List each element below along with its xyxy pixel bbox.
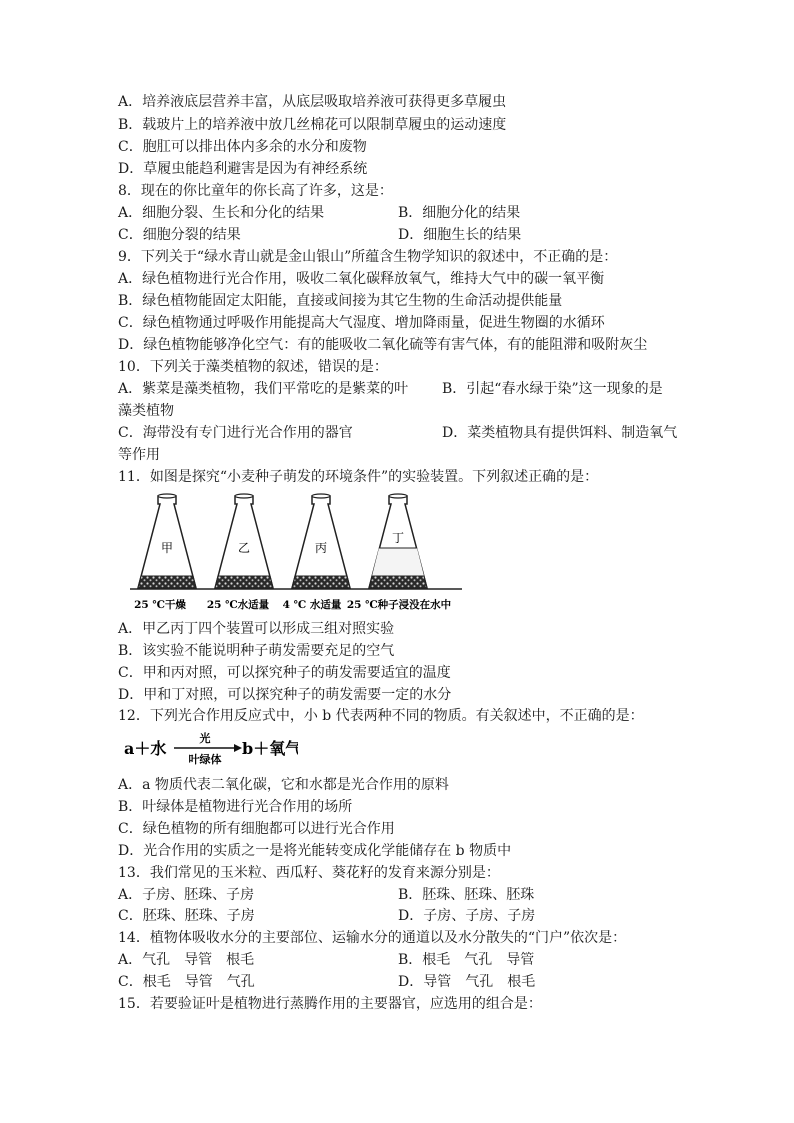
q14-option-c: C．根毛 导管 气孔: [118, 974, 255, 990]
flask-bing-label: 丙: [314, 541, 328, 555]
q10-stem: 10．下列关于藻类植物的叙述，错误的是：: [118, 359, 388, 375]
equation-reactants: a＋水: [124, 739, 167, 758]
q11-option-c: C．甲和丙对照，可以探究种子的萌发需要适宜的温度: [118, 665, 451, 681]
flask-apparatus-diagram: [128, 492, 468, 620]
flask-yi-label: 乙: [237, 541, 251, 555]
q13-option-c: C．胚珠、胚珠、子房: [118, 908, 255, 924]
q13-option-a: A．子房、胚珠、子房: [118, 887, 255, 903]
q8-stem: 8．现在的你比童年的你长高了许多，这是：: [118, 183, 393, 199]
q10-option-d: D．菜类植物具有提供饵料、制造氧气: [442, 425, 678, 441]
q7-option-a: A．培养液底层营养丰富，从底层吸取培养液可获得更多草履虫: [118, 94, 507, 110]
q14-stem: 14．植物体吸收水分的主要部位、运输水分的通道以及水分散失的“门户”依次是：: [118, 930, 627, 946]
flask-ding-caption: 25 ℃种子浸没在水中: [346, 599, 452, 611]
q11-option-a: A．甲乙丙丁四个装置可以形成三组对照实验: [118, 621, 395, 637]
q10-option-a: A．紫菜是藻类植物，我们平常吃的是紫菜的叶: [118, 381, 409, 397]
flask-bing-caption: 4 ℃ 水适量: [282, 599, 342, 611]
q11-option-b: B．该实验不能说明种子萌发需要充足的空气: [118, 643, 395, 659]
q14-option-b: B．根毛 气孔 导管: [398, 952, 535, 968]
flask-jia-label: 甲: [160, 541, 174, 555]
flask-ding-label: 丁: [391, 531, 405, 545]
flask-yi: [215, 494, 273, 588]
q11-stem: 11．如图是探究“小麦种子萌发的环境条件”的实验装置。下列叙述正确的是：: [118, 469, 599, 485]
equation-condition-light: 光: [199, 732, 211, 745]
q9-option-c: C．绿色植物通过呼吸作用能提高大气湿度、增加降雨量，促进生物圈的水循环: [118, 315, 605, 331]
equation-condition-chloroplast: 叶绿体: [188, 753, 222, 766]
q9-stem: 9．下列关于“绿水青山就是金山银山”所蕴含生物学知识的叙述中，不正确的是：: [118, 249, 618, 265]
seed-germination-figure: [128, 492, 468, 620]
q11-option-d: D．甲和丁对照，可以探究种子的萌发需要一定的水分: [118, 687, 452, 703]
q8-option-d: D．细胞生长的结果: [398, 227, 522, 243]
q7-option-d: D．草履虫能趋利避害是因为有神经系统: [118, 161, 368, 177]
equation-arrowhead: [234, 744, 242, 752]
photosynthesis-equation: [118, 728, 298, 768]
q14-option-a: A．气孔 导管 根毛: [118, 952, 255, 968]
q7-option-b: B．载玻片上的培养液中放几丝棉花可以限制草履虫的运动速度: [118, 117, 507, 133]
q13-option-d: D．子房、子房、子房: [398, 908, 536, 924]
equation-graphic: [118, 728, 298, 768]
q12-option-d: D．光合作用的实质之一是将光能转变成化学能储存在 b 物质中: [118, 843, 512, 859]
q8-option-b: B．细胞分化的结果: [398, 205, 521, 221]
q10-option-b: B．引起“春水绿于染”这一现象的是: [442, 381, 663, 397]
q12-option-c: C．绿色植物的所有细胞都可以进行光合作用: [118, 821, 395, 837]
q7-option-c: C．胞肛可以排出体内多余的水分和废物: [118, 139, 367, 155]
equation-products: b＋氧气: [242, 739, 298, 758]
q9-option-a: A．绿色植物进行光合作用，吸收二氧化碳释放氧气，维持大气中的碳一氧平衡: [118, 271, 605, 287]
q8-option-a: A．细胞分裂、生长和分化的结果: [118, 205, 325, 221]
q14-option-d: D．导管 气孔 根毛: [398, 974, 536, 990]
q12-option-a: A．a 物质代表二氧化碳，它和水都是光合作用的原料: [118, 777, 449, 793]
flask-bing: [292, 494, 350, 588]
q10-option-d-cont: 等作用: [118, 447, 160, 463]
q10-option-b-cont: 藻类植物: [118, 403, 174, 419]
flask-yi-caption: 25 ℃水适量: [206, 599, 270, 611]
q9-option-b: B．绿色植物能固定太阳能，直接或间接为其它生物的生命活动提供能量: [118, 293, 563, 309]
q9-option-d: D．绿色植物能够净化空气：有的能吸收二氧化硫等有害气体，有的能阻滞和吸附灰尘: [118, 337, 648, 353]
flask-ding: [369, 494, 427, 588]
q15-stem: 15．若要验证叶是植物进行蒸腾作用的主要器官，应选用的组合是：: [118, 996, 542, 1012]
q12-option-b: B．叶绿体是植物进行光合作用的场所: [118, 799, 353, 815]
flask-jia: [138, 494, 196, 588]
q13-stem: 13．我们常见的玉米粒、西瓜籽、葵花籽的发育来源分别是：: [118, 865, 500, 881]
q13-option-b: B．胚珠、胚珠、胚珠: [398, 887, 535, 903]
q10-option-c: C．海带没有专门进行光合作用的器官: [118, 425, 353, 441]
flask-jia-caption: 25 ℃干燥: [134, 599, 186, 611]
q8-option-c: C．细胞分裂的结果: [118, 227, 241, 243]
q12-stem: 12．下列光合作用反应式中，小 b 代表两种不同的物质。有关叙述中，不正确的是：: [118, 708, 644, 724]
